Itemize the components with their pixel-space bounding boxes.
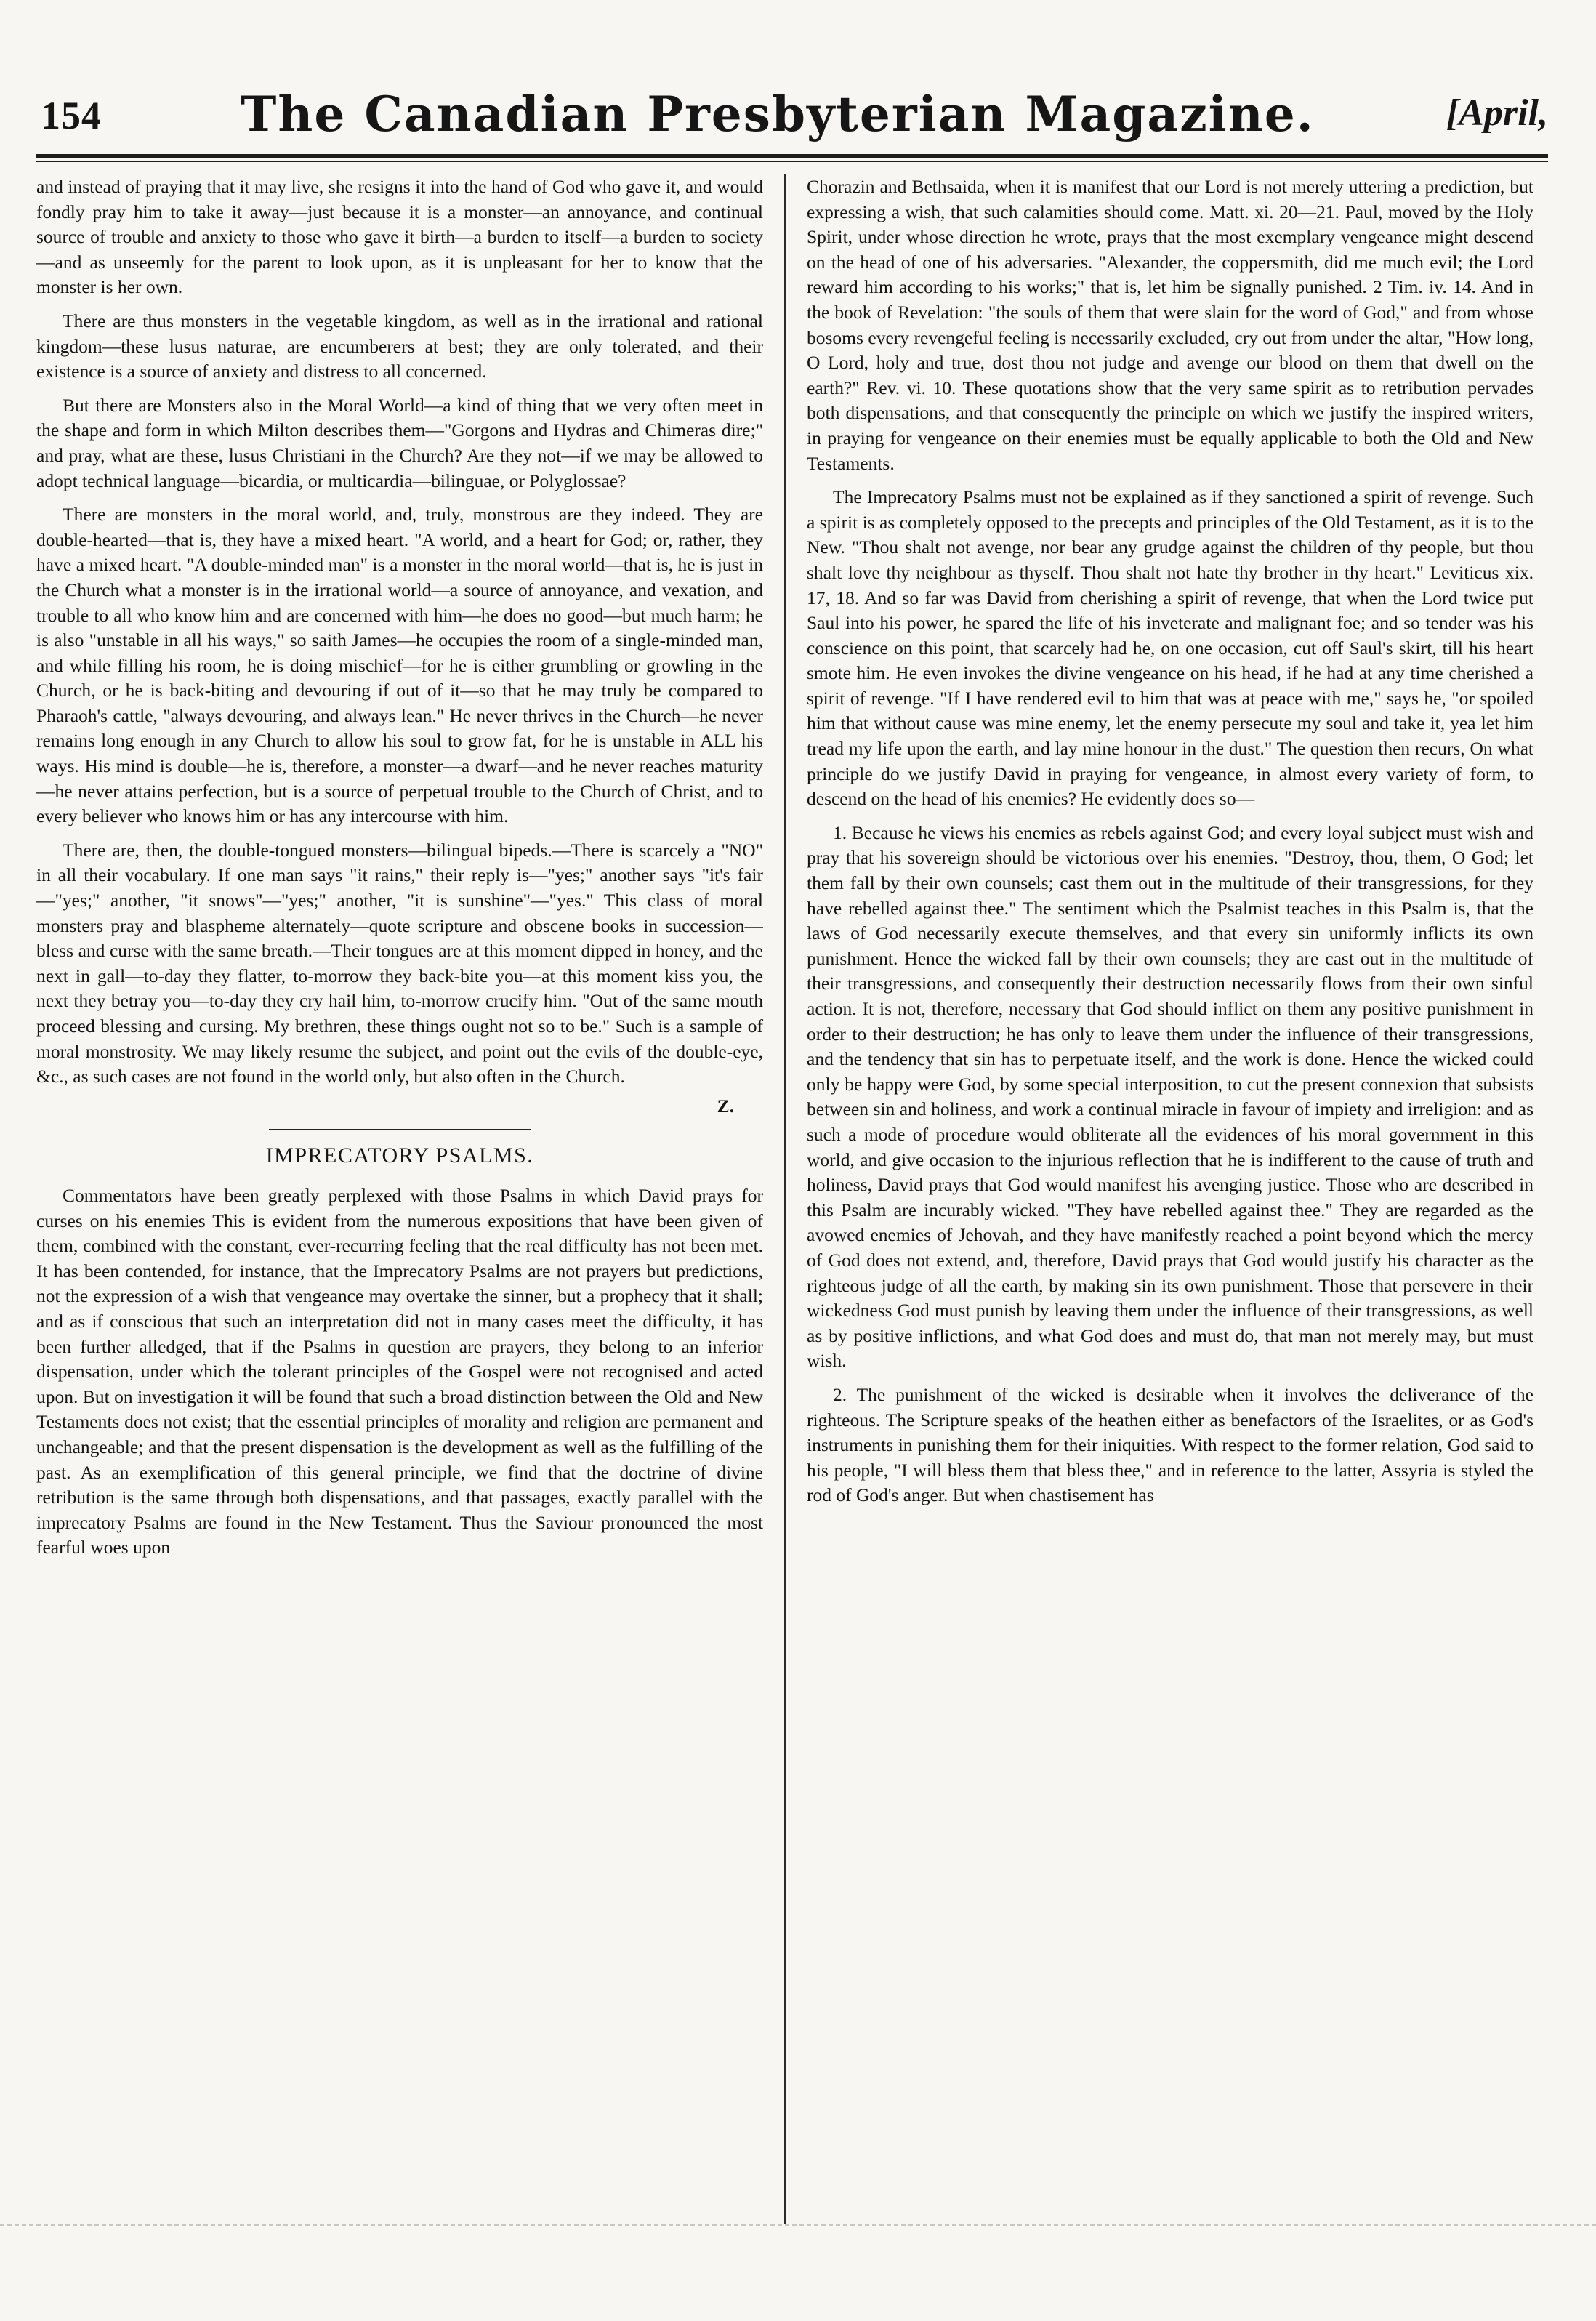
column-divider bbox=[784, 174, 786, 2224]
right-column bbox=[807, 174, 1533, 2232]
paragraph: 1. Because he views his enemies as rebels against God; and every loyal subject must wish and pray that his sovereign should be victorious over his enemies. "Destroy, thou, them, O God; let them fall by their own counsels; cast them out in the multitude of their transgressions, for they have rebelled against thee." The sentiment which the Psalmist teaches in this Psalm is, that the laws of God necessarily execute themselves, and that every sin uniformly inflicts its own punishment. Hence the wicked fall by their own counsels; they are cast out in the multitude of their transgressions, and consequently their destruction necessarily flows from their own sinful action. It is not, therefore, necessary that God should inflict on them any positive punishment in order to their destruction; he has only to leave them under the influence of their transgressions, and the tendency that sin has to perpetuate itself, and the work is done. Hence the wicked could only be happy were God, by some special interposition, to cut the present connexion that subsists between sin and holiness, and work a continual miracle in favour of impiety and irreligion: and as such a mode of procedure would obliterate all the evidences of his moral government in this world, and give occasion to the injurious reflection that he is indifferent to the cause of truth and holiness, David prays that God would manifest his avenging justice. Those who are described in this Psalm are incurably wicked. "They have rebelled against thee." They are regarded as the avowed enemies of Jehovah, and they have manifestly reached a point beyond which the mercy of God does not extend, and, therefore, David prays that God would justify his character as the righteous judge of all the earth, by making sin its own punishment. Those that persevere in their wickedness God must punish by leaving them under the influence of their transgressions, as well as by positive inflictions, and what God does and must do, that man not merely may, but must wish. bbox=[807, 821, 1533, 1372]
magazine-page bbox=[36, 65, 1548, 2268]
magazine-title: The Canadian Presbyterian Magazine. bbox=[241, 86, 1315, 142]
paragraph: The Imprecatory Psalms must not be explained as if they sanctioned a spirit of revenge. Such a spirit is as completely opposed to the precepts and principles of the Old Testament, as it is to the New. "Thou shalt not avenge, nor bear any grudge against the children of thy people, but thou shalt love thy neighbour as thyself. Thou shalt not hate thy brother in thy heart." Leviticus xix. 17, 18. And so far was David from cherishing a spirit of revenge, that when the Lord twice put Saul into his power, he spared the life of his inveterate and malignant foe; and so tender was his conscience on this point, that scarcely had he, on one occasion, cut off Saul's skirt, till his heart smote him. He even invokes the divine vengeance on his head, if he had at any time cherished a spirit of revenge. "If I have rendered evil to him that was at peace with me," says he, "or spoiled him that without cause was mine enemy, let the enemy persecute my soul and take it, yea let him tread my life upon the earth, and lay mine honour in the dust." The question then recurs, On what principle do we justify David in praying for vengeance, in almost every variety of form, to descend on the head of his enemies? He evidently does so— bbox=[807, 486, 1533, 810]
section-divider bbox=[269, 1129, 531, 1130]
paragraph: Chorazin and Bethsaida, when it is manifest that our Lord is not merely uttering a prediction, but expressing a wish, that such calamities should come. Matt. xi. 20—21. Paul, moved by the Holy Spirit, under whose direction he wrote, prays that the most exemplary vengeance might descend on the head of one of his adversaries. "Alexander, the coppersmith, did me much evil; the Lord reward him according to his works;" that is, let him be signally punished. 2 Tim. iv. 14. And in the book of Revelation: "the souls of them that were slain for the word of God," and from whose bosoms every revengeful feeling is necessarily excluded, cry out from under the altar, "How long, O Lord, holy and true, dost thou not judge and avenge our blood on them that dwell on the earth?" Rev. vi. 10. These quotations show that the very same spirit as to retribution pervades both dispensations, and that consequently the principle on which we justify the inspired writers, in praying for vengeance on their enemies must be equally applicable to both the Old and New Testaments. bbox=[807, 176, 1533, 474]
paragraph: Commentators have been greatly perplexed with those Psalms in which David prays for curses on his enemies This is evident from the numerous expositions that have been given of them, combined with the constant, ever-recurring feeling that the real difficulty has not been met. It has been contended, for instance, that the Imprecatory Psalms are not prayers but predictions, not the expression of a wish that vengeance may overtake the sinner, but a prophecy that it shall; and as if conscious that such an interpretation did not in many cases meet the difficulty, it has been further alledged, that if the Psalms in question are prayers, they belong to an inferior dispensation, under which the tolerant principles of the Gospel were not recognised and acted upon. But on investigation it will be found that such a broad distinction between the Old and New Testaments does not exist; that the essential principles of morality and religion are permanent and unchangeable; and that the present dispensation is the development as well as the fulfilling of the past. As an exemplification of this general principle, we find that the doctrine of divine retribution is the same through both dispensations, and that passages, exactly parallel with the imprecatory Psalms are found in the New Testament. Thus the Saviour pronounced the most fearful woes upon bbox=[36, 1184, 763, 1558]
paragraph: But there are Monsters also in the Moral World—a kind of thing that we very often meet in the shape and form in which Milton describes them—"Gorgons and Hydras and Chimeras dire;" and pray, what are these, lusus Christiani in the Church? Are they not—if we may be allowed to adopt technical language—bicardia, or multicardia—bilinguae, or Polyglossae? bbox=[36, 394, 763, 491]
paragraph: 2. The punishment of the wicked is desirable when it involves the deliverance of the righteous. The Scripture speaks of the heathen either as benefactors of the Israelites, or as God's instruments in punishing them for their iniquities. With respect to the former relation, God said to his people, "I will bless them that bless thee," and in reference to the latter, Assyria is styled the rod of God's anger. But when chastisement has bbox=[807, 1383, 1533, 1506]
paragraph: There are thus monsters in the vegetable kingdom, as well as in the irrational and rational kingdom—these lusus naturae, are encumberers at best; they are only tolerated, and their existence is a source of anxiety and distress to all concerned. bbox=[36, 310, 763, 382]
paragraph: There are monsters in the moral world, and, truly, monstrous are they indeed. They are double-hearted—that is, they have a mixed heart. "A world, and a heart for God; or, rather, they have a mixed heart. "A double-minded man" is a monster in the moral world—that is, he is just in the Church what a monster is in the irrational world—a source of annoyance, and vexation, and trouble to all who know him and are concerned with him—he does no good—but much harm; he is also "unstable in all his ways," so saith James—he occupies the room of a single-minded man, and while filling his room, he is doing mischief—for he is either grumbling or growling in the Church, or he is back-biting and devouring if out of it—so that he may truly be compared to Pharaoh's cattle, "always devouring, and always lean." He never thrives in the Church—he never remains long enough in any Church to allow his soul to grow fat, for he is unstable in ALL his ways. His mind is double—he is, therefore, a monster—a dwarf—and he never reaches maturity—he never attains perfection, but is a source of perpetual trouble to the Church of Christ, and to every believer who knows him or has any intercourse with him. bbox=[36, 504, 763, 827]
paragraph: and instead of praying that it may live, she resigns it into the hand of God who gave it, and would fondly pray him to take it away—just because it is a monster—an annoyance, and continual source of trouble and anxiety to those who gave it birth—a burden to itself—a burden to society—and as unseemly for the parent to look upon, as it is unpleasant for her to know that the monster is her own. bbox=[36, 176, 763, 298]
section-heading: IMPRECATORY PSALMS. bbox=[265, 1143, 534, 1168]
header-rule-thin bbox=[36, 161, 1548, 162]
page-header bbox=[36, 80, 1548, 160]
left-column bbox=[36, 174, 763, 2232]
issue-month: [April, bbox=[1446, 92, 1548, 134]
header-rule-thick bbox=[36, 154, 1548, 158]
article-signature: Z. bbox=[717, 1095, 734, 1117]
paragraph: There are, then, the double-tongued monsters—bilingual bipeds.—There is scarcely a "NO" in all their vocabulary. If one man says "it rains," their reply is—"yes;" another says "it's fair—"yes;" another, "it snows"—"yes;" another, "it is sunshine"—"yes." This class of moral monsters pray and blaspheme alternately—quote scripture and obscene books in succession—bless and curse with the same breath.—Their tongues are at this moment dipped in honey, and the next in gall—to-day they flatter, to-morrow they back-bite you—at this moment kiss you, the next they betray you—to-day they cry hail him, to-morrow crucify him. "Out of the same mouth proceed blessing and cursing. My brethren, these things ought not so to be." Such is a sample of moral monstrosity. We may likely resume the subject, and point out the evils of the double-eye, &c., as such cases are not found in the world only, but also often in the Church. bbox=[36, 839, 763, 1087]
page-number: 154 bbox=[41, 94, 102, 137]
scan-artifact-line bbox=[0, 2224, 1596, 2227]
